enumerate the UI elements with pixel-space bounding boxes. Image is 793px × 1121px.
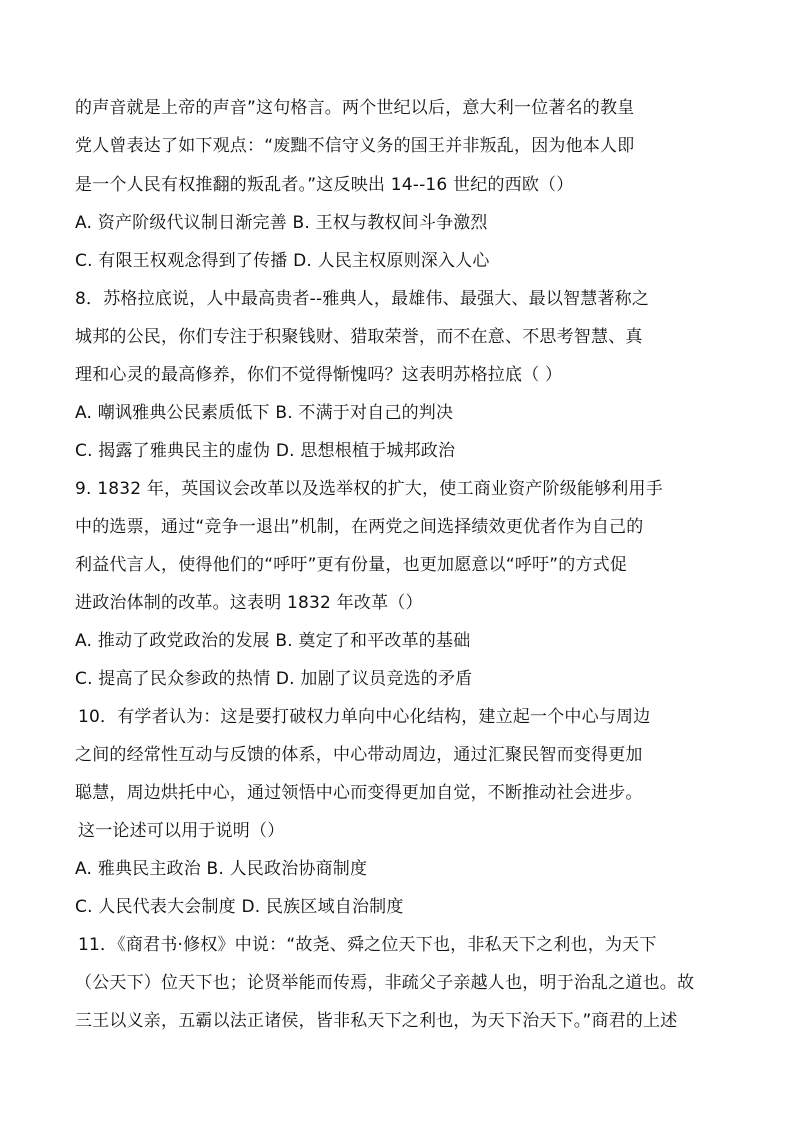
q10-stem-line-4: 这一论述可以用于说明（） — [78, 821, 285, 841]
q9-stem-line-1: 9. 1832 年，英国议会改革以及选举权的扩大，使工商业资产阶级能够利用手 — [75, 479, 663, 499]
q11-stem-line-3: 三王以义亲，五霸以法正诸侯，皆非私天下之利也，为天下治天下。”商君的上述 — [75, 1011, 678, 1031]
q10-stem-line-2: 之间的经常性互动与反馈的体系，中心带动周边，通过汇聚民智而变得更加 — [75, 745, 643, 765]
q9-stem-line-2: 中的选票，通过“竞争一退出”机制，在两党之间选择绩效更优者作为自己的 — [75, 517, 644, 537]
q7-option-line-2: C. 有限王权观念得到了传播 D. 人民主权原则深入人心 — [75, 251, 490, 271]
q8-stem-line-2: 城邦的公民，你们专注于积聚钱财、猎取荣誉，而不在意、不思考智慧、真 — [75, 327, 643, 347]
q9-option-line-2: C. 提高了民众参政的热情 D. 加剧了议员竞选的矛盾 — [75, 669, 473, 689]
q9-stem-line-4: 进政治体制的改革。这表明 1832 年改革（） — [75, 593, 423, 613]
q10-stem-line-1: 10．有学者认为：这是要打破权力单向中心化结构，建立起一个中心与周边 — [78, 707, 651, 727]
q8-option-line-2: C. 揭露了雅典民主的虚伪 D. 思想根植于城邦政治 — [75, 441, 456, 461]
q10-stem-line-3: 聪慧，周边烘托中心，通过领悟中心而变得更加自觉，不断推动社会进步。 — [75, 783, 643, 803]
q9-option-line-1: A. 推动了政党政治的发展 B. 奠定了和平改革的基础 — [75, 631, 471, 651]
q8-option-line-1: A. 嘲讽雅典公民素质低下 B. 不满于对自己的判决 — [75, 403, 454, 423]
q11-stem-line-1: 11．《商君书·修权》中说：“故尧、舜之位天下也，非私天下之利也，为天下 — [78, 935, 657, 955]
q8-stem-line-3: 理和心灵的最高修养，你们不觉得惭愧吗？这表明苏格拉底（ ） — [75, 365, 563, 385]
q10-option-line-1: A. 雅典民主政治 B. 人民政治协商制度 — [75, 859, 368, 879]
q7-stem-line-2: 党人曾表达了如下观点：“废黜不信守义务的国王并非叛乱，因为他本人即 — [75, 136, 635, 156]
q7-option-line-1: A. 资产阶级代议制日渐完善 B. 王权与教权间斗争激烈 — [75, 213, 488, 233]
q10-option-line-2: C. 人民代表大会制度 D. 民族区域自治制度 — [75, 897, 404, 917]
q7-stem-line-1: 的声音就是上帝的声音”这句格言。两个世纪以后，意大利一位著名的教皇 — [75, 98, 635, 118]
q9-stem-line-3: 利益代言人，使得他们的“呼吁”更有份量，也更加愿意以“呼吁”的方式促 — [75, 555, 628, 575]
q7-stem-line-3: 是一个人民有权推翻的叛乱者。”这反映出 14--16 世纪的西欧（） — [75, 175, 574, 195]
q8-stem-line-1: 8．苏格拉底说，人中最高贵者--雅典人，最雄伟、最强大、最以智慧著称之 — [75, 289, 650, 309]
q11-stem-line-2: （公天下）位天下也；论贤举能而传焉，非疏父子亲越人也，明于治乱之道也。故 — [75, 973, 695, 993]
